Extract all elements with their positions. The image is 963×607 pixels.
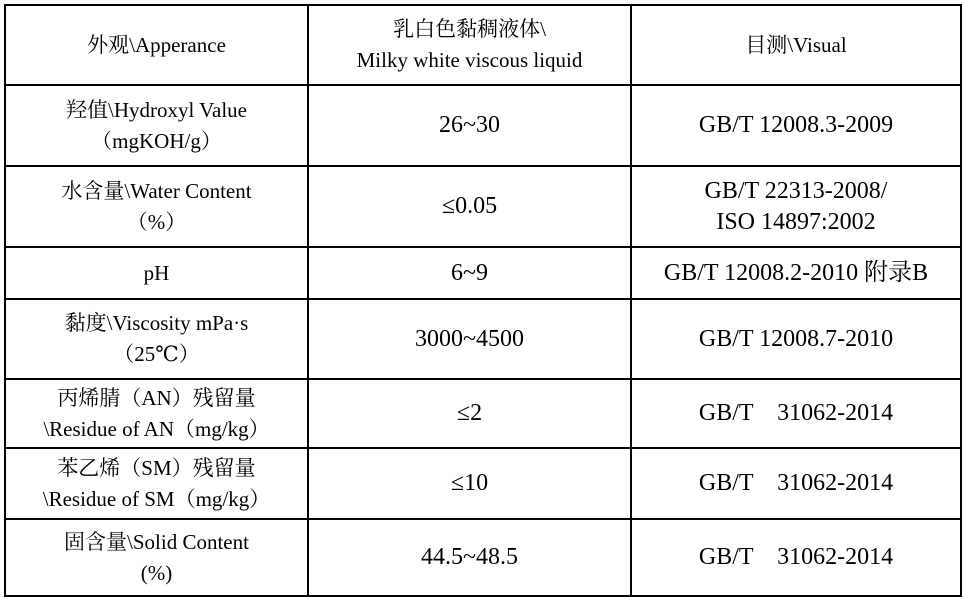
method-cell [631,299,961,379]
table-row [5,519,961,596]
table-row [5,448,961,519]
spec-value: 44.5~48.5 [421,544,518,570]
item-cell [5,379,308,448]
test-method: GB/T 31062-2014 [698,544,894,570]
test-method-alt: ISO 14897:2002 [716,208,876,235]
test-method: GB/T 31062-2014 [698,470,894,496]
method-cell [631,519,961,596]
test-method: GB/T 12008.3-2009 [698,112,894,138]
specification-table [4,4,962,597]
spec-value: 3000~4500 [415,325,524,352]
appearance-method-cell [631,5,961,85]
table-row [5,247,961,299]
appearance-value-cn: 乳白色黏稠液体\ [393,17,546,41]
item-unit: \Residue of AN（mg/kg） [43,416,270,441]
method-cell [631,379,961,448]
test-method: GB/T 22313-2008/ [704,177,888,204]
item-cell [5,85,308,166]
appearance-label-cell [5,5,308,85]
method-cell [631,85,961,166]
item-cell [5,247,308,299]
appearance-label: 外观\Apperance [87,32,226,57]
item-unit: （%） [126,209,187,234]
item-unit: （mgKOH/g） [91,128,222,153]
item-name: 丙烯腈（AN）残留量 [57,385,256,410]
item-cell [5,519,308,596]
value-cell [308,379,631,448]
method-cell [631,247,961,299]
value-cell [308,166,631,247]
item-cell [5,166,308,247]
item-name: 固含量\Solid Content [64,529,249,554]
test-method: GB/T 31062-2014 [698,400,894,426]
value-cell [308,448,631,519]
value-cell [308,519,631,596]
item-unit: （25℃） [113,342,200,366]
appearance-value-cell [308,5,631,85]
value-cell [308,247,631,299]
method-cell [631,448,961,519]
table-row [5,85,961,166]
spec-value: 6~9 [451,259,488,286]
item-name: pH [143,260,170,285]
table-header-row [5,5,961,85]
appearance-value-en: Milky white viscous liquid [356,48,583,72]
item-name: 羟值\Hydroxyl Value [65,97,247,122]
table-row [5,379,961,448]
table-row [5,166,961,247]
item-unit: \Residue of SM（mg/kg） [42,486,271,511]
value-cell [308,299,631,379]
item-cell [5,299,308,379]
table-row [5,299,961,379]
item-name: 黏度\Viscosity mPa·s [64,311,249,335]
value-cell [308,85,631,166]
item-name: 水含量\Water Content [61,178,252,203]
spec-value: ≤2 [456,400,483,426]
item-unit: (%) [140,560,173,585]
test-method: GB/T 12008.2-2010 附录B [663,259,929,286]
item-name: 苯乙烯（SM）残留量 [57,455,256,480]
appearance-method: 目测\Visual [745,32,847,57]
test-method: GB/T 12008.7-2010 [698,325,894,352]
method-cell [631,166,961,247]
spec-value: ≤0.05 [441,193,498,219]
item-cell [5,448,308,519]
spec-value: ≤10 [450,470,489,496]
spec-value: 26~30 [439,112,500,138]
